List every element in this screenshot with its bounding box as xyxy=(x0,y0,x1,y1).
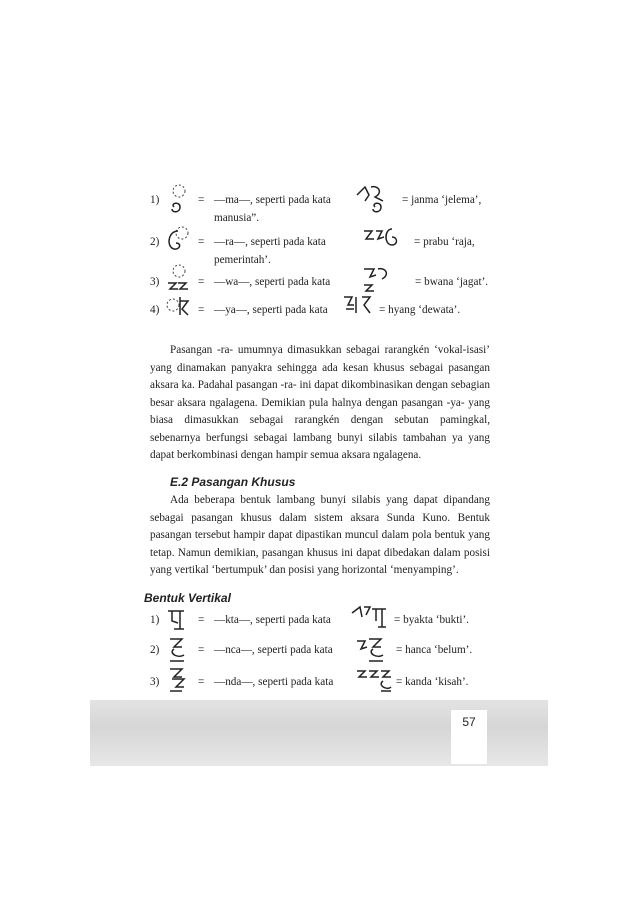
entry-number: 3) xyxy=(150,276,160,288)
hyang-script-word xyxy=(342,293,382,327)
entry-number: 4) xyxy=(150,304,160,316)
nda-pasangan-glyph xyxy=(164,665,190,699)
entry-number: 3) xyxy=(150,676,160,688)
entry-translation: = hanca ‘belum’. xyxy=(396,644,473,656)
entry-number: 1) xyxy=(150,614,160,626)
equals-sign: = xyxy=(198,276,205,288)
entry-translation: = hyang ‘dewata’. xyxy=(379,304,461,316)
byakta-script-word xyxy=(350,603,390,637)
equals-sign: = xyxy=(198,614,205,626)
entry-number: 1) xyxy=(150,194,160,206)
entry-translation: = byakta ‘bukti’. xyxy=(394,614,469,626)
entry-number: 2) xyxy=(150,644,160,656)
entry-translation: = prabu ‘raja, xyxy=(414,236,475,248)
subsection-heading: Bentuk Vertikal xyxy=(144,591,231,605)
prabu-script-word xyxy=(362,225,402,259)
hanca-script-word xyxy=(355,633,395,667)
entry-translation: = kanda ‘kisah’. xyxy=(396,676,469,688)
ya-pasangan-glyph xyxy=(164,293,190,327)
equals-sign: = xyxy=(198,644,205,656)
nca-pasangan-glyph xyxy=(164,633,190,667)
entry-description: —ya—, seperti pada kata xyxy=(214,304,328,316)
page-number: 57 xyxy=(451,710,487,764)
section-heading: E.2 Pasangan Khusus xyxy=(170,475,296,489)
entry-description: —nda—, seperti pada kata xyxy=(214,676,334,688)
ma-pasangan-glyph xyxy=(164,183,190,217)
equals-sign: = xyxy=(198,304,205,316)
equals-sign: = xyxy=(198,676,205,688)
kanda-script-word xyxy=(355,665,395,699)
body-paragraph: Pasangan -ra- umumnya dimasukkan sebagai rarangkén ‘vokal-isasi’ yang dinamakan panyakra sehingga ada kesan khusus sebagai pasangan aksara ka. Padahal pasangan -ra- ini dapat dikombinasikan dengan sebagian besar aksara ngalagena. Demikian pula halnya dengan pasangan -ya- yang biasa dimasukkan sebagai rarangkén dengan sebutan pamingkal, sebenarnya berfungsi sebagai lambang bunyi silabis tambahan ya yang dapat berkombinasi dengan hampir semua aksara ngalagena. xyxy=(150,344,490,461)
kta-pasangan-glyph xyxy=(164,603,190,637)
entry-description: —nca—, seperti pada kata xyxy=(214,644,333,656)
entry-number: 2) xyxy=(150,236,160,248)
entry-translation: = janma ‘jelema’, xyxy=(402,194,482,206)
entry-description: —kta—, seperti pada kata xyxy=(214,614,331,626)
entry-description: —ra—, seperti pada kata pemerintah’. xyxy=(214,236,326,266)
entry-description: —ma—, seperti pada kata manusia”. xyxy=(214,194,331,224)
equals-sign: = xyxy=(198,194,205,206)
body-paragraph: Ada beberapa bentuk lambang bunyi silabis yang dapat dipandang sebagai pasangan khusus dalam sistem aksara Sunda Kuno. Bentuk pasangan tersebut hampir dapat dipastikan muncul dalam pola bentuk yang tetap. Namun demikian, pasangan khusus ini dapat dibedakan dalam posisi yang vertikal ‘bertumpuk’ dan posisi yang horizontal ‘menyamping’. xyxy=(150,494,490,576)
equals-sign: = xyxy=(198,236,205,248)
janma-script-word xyxy=(355,183,395,217)
ra-pasangan-glyph xyxy=(164,225,190,259)
entry-description: —wa—, seperti pada kata xyxy=(214,276,331,288)
entry-translation: = bwana ‘jagat’. xyxy=(415,276,489,288)
